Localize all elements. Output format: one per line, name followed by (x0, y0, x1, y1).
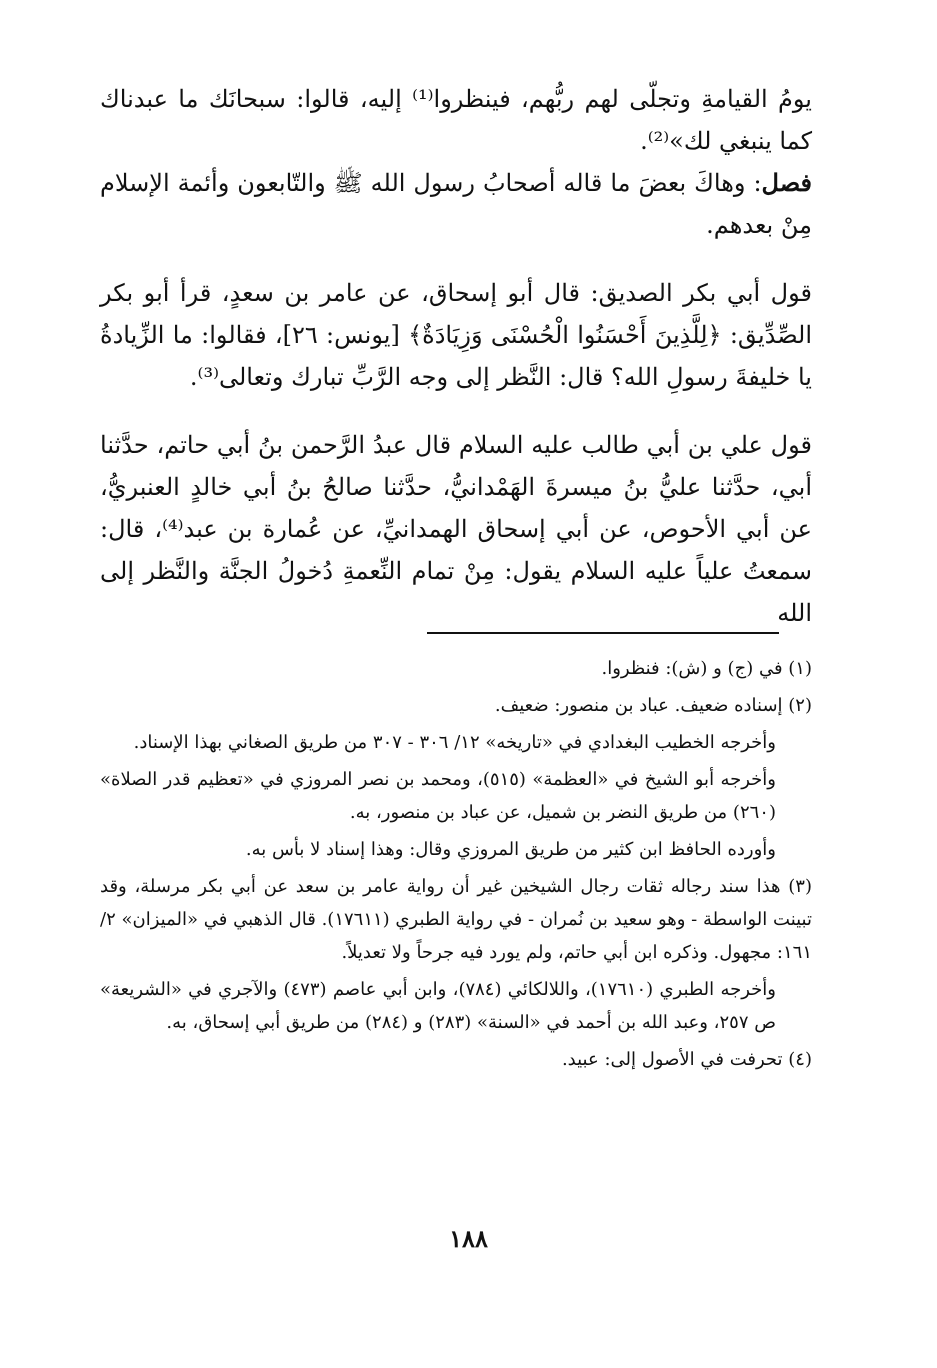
footnote: (٣) هذا سند رجاله ثقات رجال الشيخين غير أن رواية عامر بن سعد عن أبي بكر مرسلة، وقد تبينت الواسطة - وهو سعيد بن نُمران - في رواية الطبري (١٧٦١١). قال الذهبي في «الميزان» ٢/ ١٦١: مجهول. وذكره ابن أبي حاتم، ولم يورد فيه جرحاً ولا تعديلاً. (100, 876, 812, 963)
footnote: (١) في (ج) و (ش): فنظروا. (601, 658, 812, 679)
footnote-separator (427, 632, 779, 634)
footnotes (100, 652, 812, 1080)
paragraph-2-text: : وهاكَ بعضَ ما قاله أصحابُ رسول الله ﷺ والتّابعون وأئمة الإسلام مِنْ بعدهم. (100, 169, 812, 239)
footnote: وأخرجه الطبري (١٧٦١٠)، واللالكائي (٧٨٤)، وابن أبي عاصم (٤٧٣) والآجري في «الشريعة» ص ٢٥٧، وعبد الله بن أحمد في «السنة» (٢٨٣) و (٢٨٤) من طريق أبي إسحاق، به. (100, 979, 776, 1033)
paragraph-4: قول علي بن أبي طالب عليه السلام قال عبدُ الرَّحمن بنُ أبي حاتم، حدَّثنا أبي، حدَّثنا عليُّ بنُ ميسرةَ الهَمْدانيُّ، حدَّثنا صالحُ بنُ أبي خالدٍ العنبريُّ، عن أبي الأحوص، عن أبي إسحاق الهمدانيِّ، عن عُمارة بن عبد⁽⁴⁾، قال: سمعتُ علياً عليه السلام يقول: مِنْ تمام النِّعمةِ دُخولُ الجنَّة والنَّظر إلى الله (100, 431, 813, 627)
paragraph-1: يومُ القيامةِ وتجلّى لهم ربُّهم، فينظروا⁽¹⁾ إليه، قالوا: سبحانَك ما عبدناك كما ينبغي لك»⁽²⁾. (100, 85, 812, 155)
footnote: وأخرجه الخطيب البغدادي في «تاريخه» ١٢/ ٣٠٦ - ٣٠٧ من طريق الصغاني بهذا الإسناد. (133, 732, 776, 753)
footnote: (٢) إسناده ضعيف. عباد بن منصور: ضعيف. (494, 695, 812, 716)
footnote: وأخرجه أبو الشيخ في «العظمة» (٥١٥)، ومحمد بن نصر المروزي في «تعظيم قدر الصلاة» (٢٦٠) من طريق النضر بن شميل، عن عباد بن منصور، به. (100, 769, 776, 823)
main-text (100, 78, 812, 634)
paragraph-3: قول أبي بكر الصديق: قال أبو إسحاق، عن عامر بن سعدٍ، قرأ أبو بكر الصِّدِّيق: ﴿لِلَّذِينَ أَحْسَنُوا الْحُسْنَى وَزِيَادَةٌ﴾ [يونس: ٢٦]، فقالوا: ما الزِّيادةُ يا خليفةَ رسولِ الله؟ قال: النَّظر إلى وجه الرَّبِّ تبارك وتعالى⁽³⁾. (100, 279, 813, 391)
paragraph-2 (100, 162, 812, 246)
section-label: فصل (761, 168, 812, 197)
page-number: ١٨٨ (449, 1224, 488, 1253)
footnote: (٤) تحرفت في الأصول إلى: عبيد. (561, 1049, 812, 1070)
footnote: وأورده الحافظ ابن كثير من طريق المروزي وقال: وهذا إسناد لا بأس به. (245, 839, 776, 860)
